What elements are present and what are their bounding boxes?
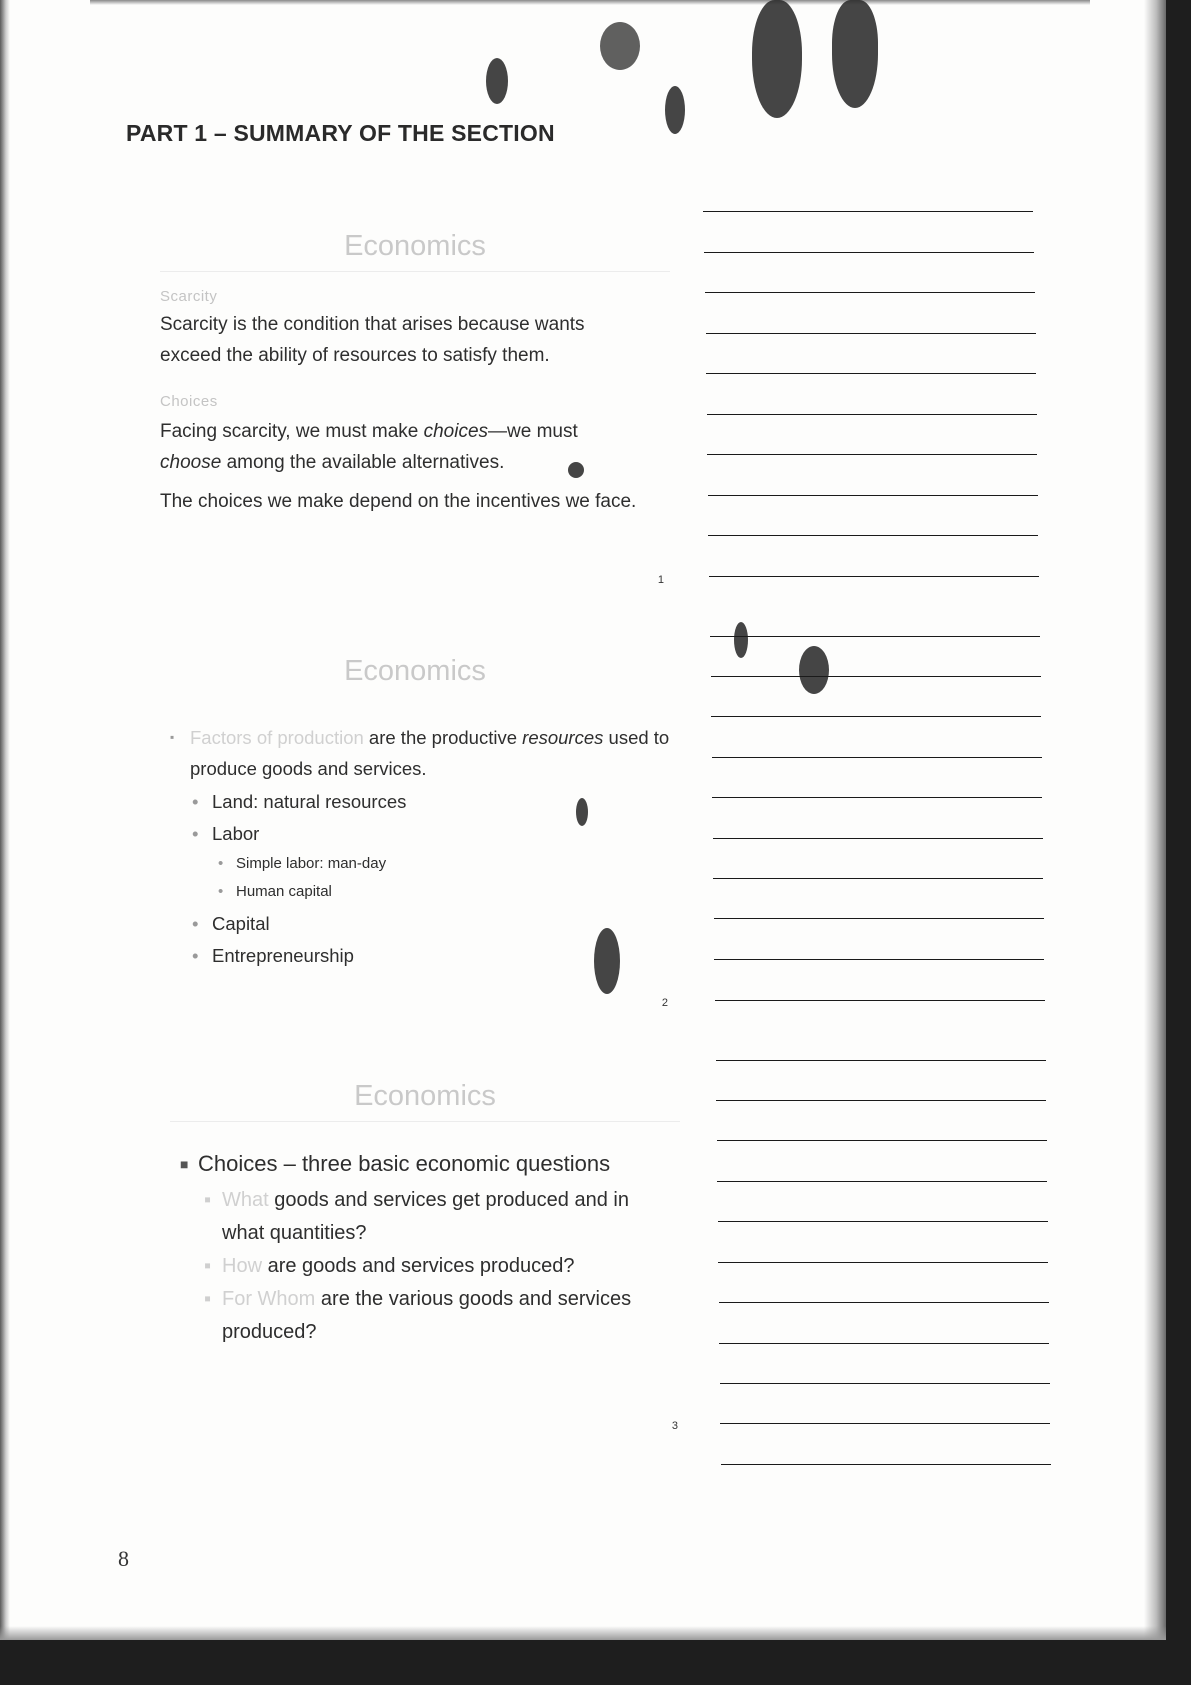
ink-blot [486, 58, 508, 104]
note-line [720, 1383, 1050, 1384]
factor-label: Land: natural resources [212, 791, 407, 812]
factors-text-part: are the productive [368, 727, 518, 748]
note-line [719, 1343, 1049, 1344]
note-line [703, 211, 1033, 212]
questions-heading [170, 1146, 680, 1182]
choices-heading: Choices [160, 393, 218, 410]
question-term: How [222, 1255, 263, 1277]
note-line [712, 757, 1042, 758]
note-line [713, 878, 1043, 879]
note-line [710, 636, 1040, 637]
note-line [707, 414, 1037, 415]
slide-3 [170, 1080, 680, 1440]
note-line [715, 1000, 1045, 1001]
note-line [708, 535, 1038, 536]
bullet-icon: • [192, 823, 199, 844]
note-line [714, 918, 1044, 919]
factors-text-part: used to produce goods and services. [190, 727, 670, 779]
choices-emphasis: choices [423, 421, 489, 442]
question-text: are the various goods and services produced? [222, 1288, 632, 1343]
choices-text [160, 416, 610, 478]
scarcity-text: Scarcity is the condition that arises because wants exceed the ability of resources to satisfy them. [160, 314, 585, 366]
question-item [170, 1184, 642, 1250]
note-line [706, 373, 1036, 374]
slide-title: Economics [170, 1080, 680, 1122]
slide-title: Economics [344, 655, 486, 687]
slide-number: 1 [657, 574, 664, 586]
bullet-icon: • [192, 945, 199, 966]
section-title: PART 1 – SUMMARY OF THE SECTION [126, 120, 555, 146]
note-line [718, 1221, 1048, 1222]
questions-heading-text: Choices – three basic economic questions [198, 1151, 611, 1176]
choices-text-part: among the available alternatives. [226, 452, 505, 473]
note-line [714, 959, 1044, 960]
bullet-icon: ▪ [170, 730, 175, 744]
note-line [704, 252, 1034, 253]
incentives-text: The choices we make depend on the incentives we face. [160, 491, 637, 512]
bullet-icon: ■ [180, 1156, 189, 1172]
note-line [706, 333, 1036, 334]
choose-emphasis: choose [160, 452, 222, 473]
note-line [718, 1262, 1048, 1263]
factors-intro [160, 722, 670, 784]
ink-blot [734, 622, 748, 658]
question-text: goods and services get produced and in what quantities? [222, 1189, 629, 1244]
factor-label: Entrepreneurship [212, 945, 354, 966]
note-line [711, 716, 1041, 717]
bullet-icon: ▪ [204, 1288, 212, 1310]
slide-number: 2 [661, 997, 668, 1009]
slide-title: Economics [160, 230, 670, 272]
factors-term: Factors of production [190, 727, 364, 748]
ink-blot [832, 0, 878, 108]
scan-shadow-right [1144, 0, 1166, 1640]
note-line [719, 1302, 1049, 1303]
factor-label: Labor [212, 823, 260, 844]
note-line [707, 454, 1037, 455]
labor-subitem: Human capital [236, 883, 332, 900]
question-item [170, 1250, 642, 1283]
scan-shadow-bottom [0, 1626, 1166, 1640]
bullet-icon: • [218, 883, 224, 900]
scan-shadow-left [0, 0, 10, 1640]
bullet-icon: • [192, 913, 199, 934]
sub-list-item [160, 850, 670, 878]
question-text: are goods and services produced? [267, 1255, 575, 1277]
list-item [160, 908, 670, 940]
note-line [713, 838, 1043, 839]
note-line [721, 1464, 1051, 1465]
ink-blot [600, 22, 640, 70]
slide-number: 3 [671, 1420, 678, 1432]
note-line [717, 1140, 1047, 1141]
bullet-icon: • [192, 791, 199, 812]
slide-2 [160, 655, 670, 1015]
bullet-icon: • [218, 855, 224, 872]
question-term: For Whom [222, 1288, 316, 1310]
list-item [160, 786, 670, 818]
note-line [716, 1100, 1046, 1101]
note-line [709, 576, 1039, 577]
ink-blot [752, 0, 802, 118]
ink-blot [665, 86, 685, 134]
list-item [160, 818, 670, 850]
question-item [170, 1283, 642, 1349]
sub-list-item [160, 878, 670, 906]
choices-text-part: Facing scarcity, we must make [160, 421, 419, 442]
note-line [711, 676, 1041, 677]
note-line [717, 1181, 1047, 1182]
question-term: What [222, 1189, 269, 1211]
page-number: 8 [118, 1546, 129, 1571]
scan-shadow-top [90, 0, 1090, 5]
note-line [708, 495, 1038, 496]
note-line [705, 292, 1035, 293]
note-line [720, 1423, 1050, 1424]
list-item [160, 940, 670, 972]
labor-subitem: Simple labor: man-day [236, 855, 387, 872]
resources-emphasis: resources [522, 727, 604, 748]
ink-blot [799, 646, 829, 694]
bullet-icon: ▪ [204, 1189, 212, 1211]
note-line [716, 1060, 1046, 1061]
bullet-icon: ▪ [204, 1255, 212, 1277]
choices-text-part: —we must [488, 421, 578, 442]
scarcity-heading: Scarcity [160, 288, 218, 305]
factor-label: Capital [212, 913, 270, 934]
slide-1 [160, 230, 670, 590]
note-line [712, 797, 1042, 798]
